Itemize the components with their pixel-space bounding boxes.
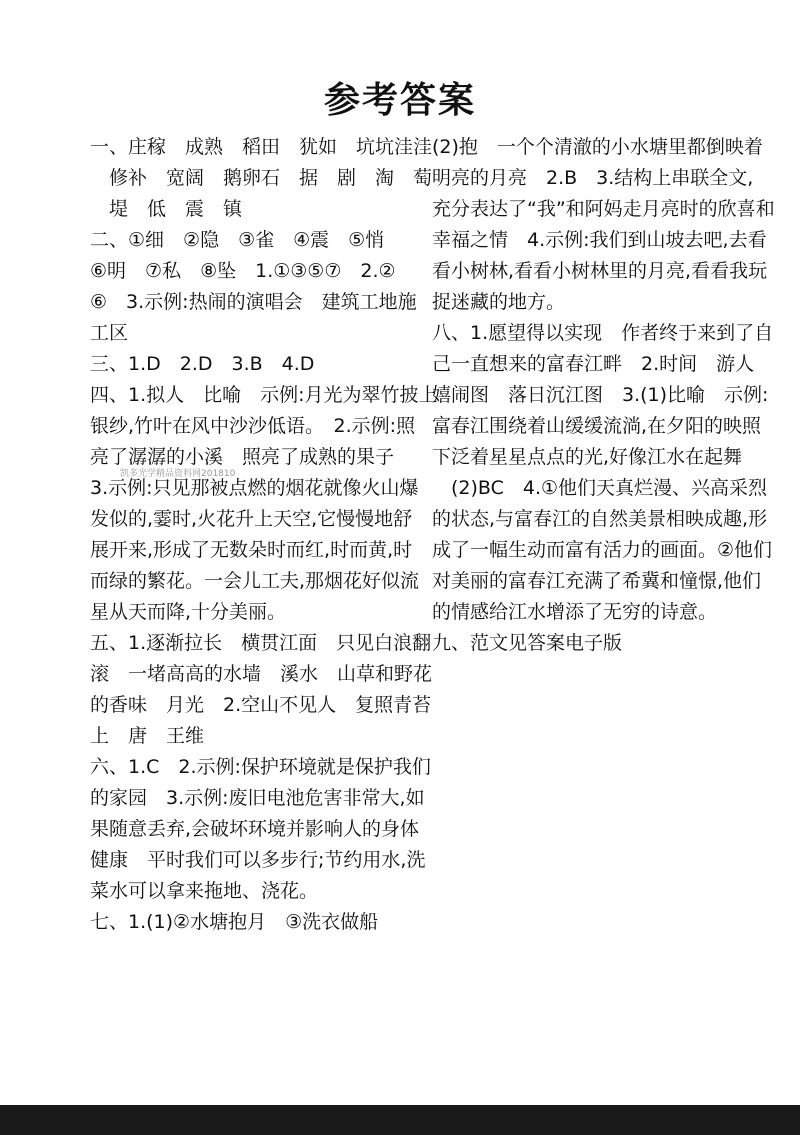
left-column	[90, 132, 438, 938]
answer-line: 看小树林,看看小树林里的月亮,看看我玩	[432, 260, 768, 282]
answer-line: 明亮的月亮 2.B 3.结构上串联全文,	[432, 167, 754, 189]
answer-line: 上 唐 王维	[90, 725, 205, 747]
answer-line: 星从天而降,十分美丽。	[90, 601, 287, 623]
answer-line: 九、范文见答案电子版	[432, 632, 623, 654]
answer-line: 下泛着星星点点的光,好像江水在起舞	[432, 446, 743, 468]
answer-line: 一、庄稼 成熟 稻田 犹如 坑坑洼洼	[90, 136, 433, 158]
answer-line: 修补 宽阔 鹅卵石 据 剧 淘 萄	[90, 167, 433, 189]
answer-line: 四、1.拟人 比喻 示例:月光为翠竹披上	[90, 384, 438, 406]
answer-line: 八、1.愿望得以实现 作者终于来到了自	[432, 322, 774, 344]
answer-line: 六、1.C 2.示例:保护环境就是保护我们	[90, 756, 431, 778]
right-column	[432, 132, 775, 659]
answer-line: 三、1.D 2.D 3.B 4.D	[90, 353, 315, 375]
answer-line: ⑥明 ⑦私 ⑧坠 1.①③⑤⑦ 2.②	[90, 260, 396, 282]
answer-line: 银纱,竹叶在风中沙沙低语。 2.示例:照	[90, 415, 416, 437]
answer-line: 的香味 月光 2.空山不见人 复照青苔	[90, 694, 432, 716]
answer-line: 3.示例:只见那被点燃的烟花就像火山爆	[90, 477, 419, 499]
answer-line: 七、1.(1)②水塘抱月 ③洗衣做船	[90, 911, 379, 933]
answer-line: 工区	[90, 322, 129, 344]
answer-line: 滚 一堵高高的水墙 溪水 山草和野花	[90, 663, 433, 685]
answer-line: ⑥ 3.示例:热闹的演唱会 建筑工地施	[90, 291, 417, 313]
bottom-bar	[0, 1105, 800, 1135]
answer-line: 亮了潺潺的小溪 照亮了成熟的果子	[90, 446, 395, 468]
answer-line: 健康 平时我们可以多步行;节约用水,洗	[90, 849, 426, 871]
answer-line: (2)BC 4.①他们天真烂漫、兴高采烈	[432, 477, 768, 499]
answer-line: 菜水可以拿来拖地、浇花。	[90, 880, 319, 902]
answer-line: 的家园 3.示例:废旧电池危害非常大,如	[90, 787, 425, 809]
answer-line: 充分表达了“我”和阿妈走月亮时的欣喜和	[432, 198, 775, 220]
answer-line: 成了一幅生动而富有活力的画面。②他们	[432, 539, 773, 561]
answer-line: 堤 低 震 镇	[90, 198, 243, 220]
answer-line: 而绿的繁花。一会儿工夫,那烟花好似流	[90, 570, 420, 592]
answer-line: 五、1.逐渐拉长 横贯江面 只见白浪翻	[90, 632, 432, 654]
answer-line: 嬉闹图 落日沉江图 3.(1)比喻 示例:	[432, 384, 769, 406]
answer-line: 富春江围绕着山缓缓流淌,在夕阳的映照	[432, 415, 762, 437]
answer-line: 对美丽的富春江充满了希冀和憧憬,他们	[432, 570, 762, 592]
answer-line: 的状态,与富春江的自然美景相映成趣,形	[432, 508, 768, 530]
answer-line: 捉迷藏的地方。	[432, 291, 566, 313]
answer-line: 幸福之情 4.示例:我们到山坡去吧,去看	[432, 229, 767, 251]
answer-line: (2)抱 一个个清澈的小水塘里都倒映着	[432, 136, 763, 158]
answer-line: 展开来,形成了无数朵时而红,时而黄,时	[90, 539, 413, 561]
answer-line: 二、①细 ②隐 ③雀 ④震 ⑤悄	[90, 229, 385, 251]
answer-line: 己一直想来的富春江畔 2.时间 游人	[432, 353, 755, 375]
page-title: 参考答案	[323, 80, 476, 121]
answer-line: 的情感给江水增添了无穷的诗意。	[432, 601, 718, 623]
answer-line: 发似的,霎时,火花升上天空,它慢慢地舒	[90, 508, 413, 530]
answer-line: 果随意丢弃,会破坏环境并影响人的身体	[90, 818, 420, 840]
watermark-text: 凯多光学精品资料网201810	[120, 469, 236, 479]
